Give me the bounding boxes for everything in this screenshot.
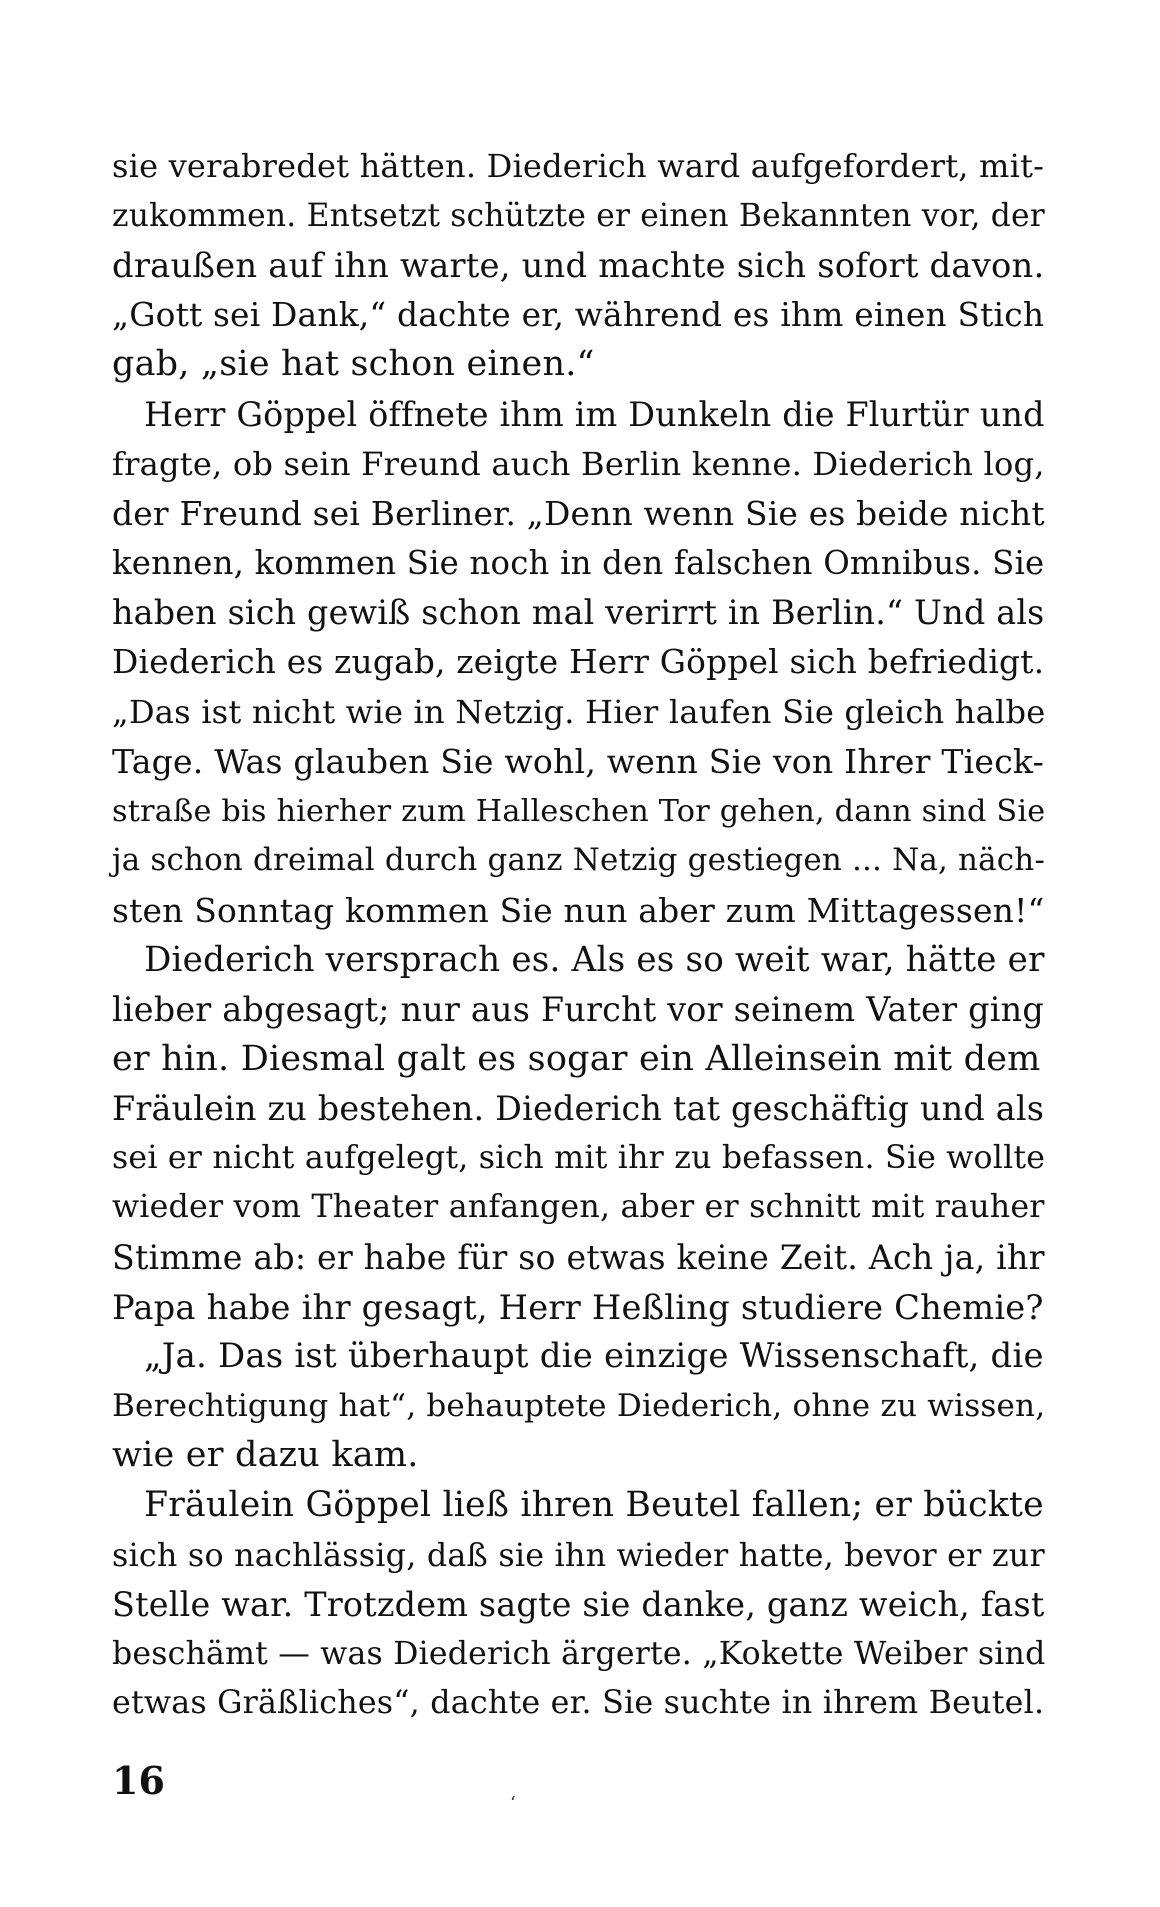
text-line: sten Sonntag kommen Sie nun aber zum Mittagessen!“ (112, 890, 1045, 930)
body-text (112, 142, 1044, 1729)
text-line: Papa habe ihr gesagt, Herr Heßling studiere Chemie? (112, 1287, 1044, 1327)
text-line: lieber abgesagt; nur aus Furcht vor seinem Vater ging (112, 990, 1044, 1030)
text-line: Stimme ab: er habe für so etwas keine Zeit. Ach ja, ihr (112, 1238, 1045, 1278)
text-line: „Gott sei Dank,“ dachte er, während es ihm einen Stich (112, 295, 1045, 334)
text-line: Fräulein zu bestehen. Diederich tat geschäftig und als (112, 1089, 1045, 1129)
text-line: sei er nicht aufgelegt, sich mit ihr zu befassen. Sie wollte (112, 1139, 1046, 1176)
text-line: sie verabredet hätten. Diederich ward aufgefordert, mit- (112, 147, 1045, 185)
text-line: Berechtigung hat“, behauptete Diederich, ohne zu wissen, (112, 1387, 1046, 1424)
text-line: zukommen. Entsetzt schützte er einen Bekannten vor, der (112, 197, 1045, 234)
text-line: Diederich versprach es. Als es so weit war, hätte er (144, 939, 1045, 980)
text-line: wieder vom Theater anfangen, aber er schnitt mit rauher (112, 1189, 1045, 1226)
text-line: ja schon dreimal durch ganz Netzig gestiegen ... Na, näch- (112, 842, 1046, 879)
text-line: der Freund sei Berliner. „Denn wenn Sie es beide nicht (112, 494, 1045, 534)
text-line: Tage. Was glauben Sie wohl, wenn Sie von Ihrer Tieck- (112, 742, 1044, 782)
text-line: gab, „sie hat schon einen.“ (112, 344, 595, 385)
text-line: sich so nachlässig, daß sie ihn wieder hatte, bevor er zur (112, 1535, 1045, 1574)
text-line: Stelle war. Trotzdem sagte sie danke, ganz weich, fast (112, 1585, 1045, 1625)
text-line: Herr Göppel öffnete ihm im Dunkeln die Flurtür und (144, 394, 1045, 434)
text-line: haben sich gewiß schon mal verirrt in Berlin.“ Und als (112, 593, 1045, 633)
text-line: draußen auf ihn warte, und machte sich sofort davon. (112, 246, 1045, 286)
text-line: fragte, ob sein Freund auch Berlin kenne. Diederich log, (112, 444, 1045, 483)
text-line: er hin. Diesmal galt es sogar ein Alleinsein mit dem (112, 1038, 1041, 1079)
text-line: Diederich es zugab, zeigte Herr Göppel sich befriedigt. (112, 642, 1045, 681)
text-line: beschämt — was Diederich ärgerte. „Kokette Weiber sind (112, 1635, 1046, 1672)
text-line: Fräulein Göppel ließ ihren Beutel fallen; er bückte (144, 1485, 1044, 1526)
text-line: „Ja. Das ist überhaupt die einzige Wissenschaft, die (144, 1337, 1044, 1377)
text-line: wie er dazu kam. (112, 1435, 419, 1476)
text-line: „Das ist nicht wie in Netzig. Hier laufen Sie gleich halbe (112, 692, 1046, 731)
stray-mark: ‘ (510, 1793, 516, 1814)
text-line: kennen, kommen Sie noch in den falschen Omnibus. Sie (112, 543, 1045, 582)
text-line: straße bis hierher zum Halleschen Tor gehen, dann sind Sie (112, 793, 1046, 829)
page-number: 16 (112, 1758, 165, 1803)
text-line: etwas Gräßliches“, dachte er. Sie suchte in ihrem Beutel. (112, 1685, 1045, 1722)
